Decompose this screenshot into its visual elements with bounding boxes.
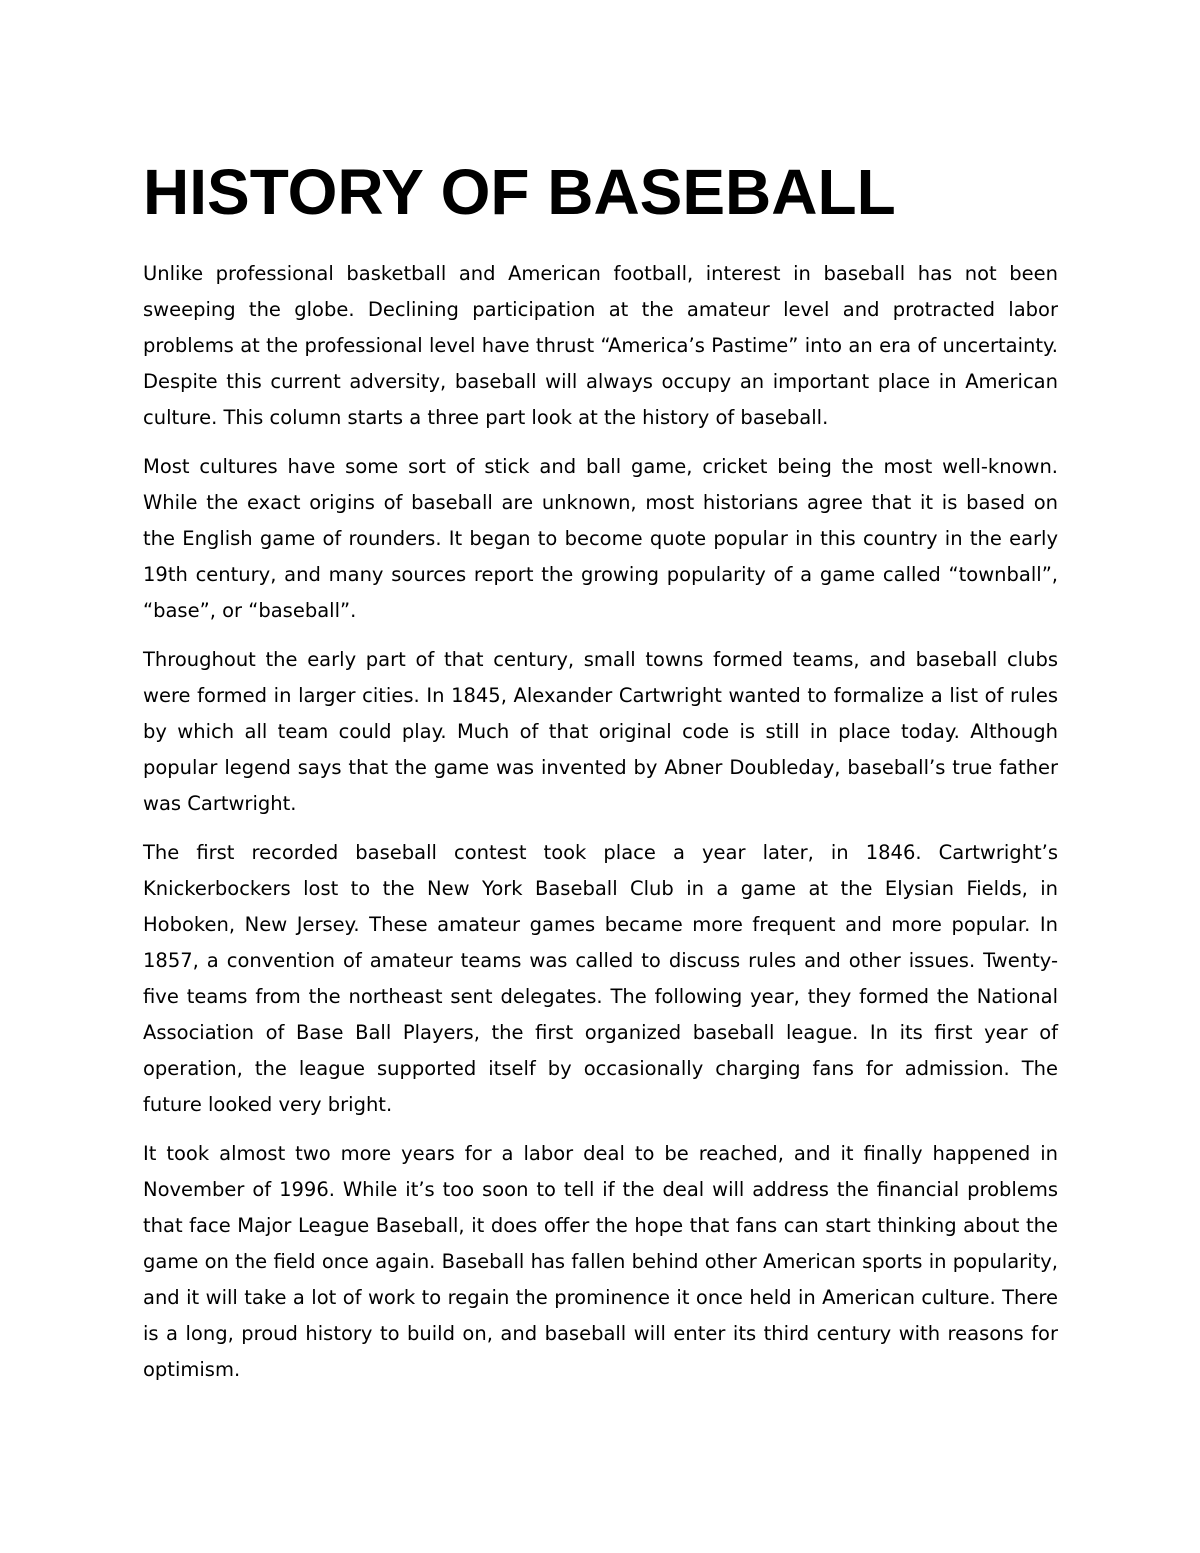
paragraph-cartwright: Throughout the early part of that century, small towns formed teams, and baseball clubs were formed in larger cities. In 1845, Alexander Cartwright wanted to formalize a list of rules by which all team could play. Much of that original code is still in place today. Although popular legend says that the game was invented by Abner Doubleday, baseball’s true father was Cartwright. [143, 648, 1058, 815]
paragraph-intro: Unlike professional basketball and American football, interest in baseball has not been sweeping the globe. Declining participation at the amateur level and protracted labor problems at the professional level have thrust “America’s Pastime” into an era of uncertainty. Despite this current adversity, baseball will always occupy an important place in American culture. This column starts a three part look at the history of baseball. [143, 262, 1058, 429]
document-body [143, 150, 1058, 1401]
paragraph-first-contest: The first recorded baseball contest took place a year later, in 1846. Cartwright’s Knickerbockers lost to the New York Baseball Club in a game at the Elysian Fields, in Hoboken, New Jersey. These amateur games became more frequent and more popular. In 1857, a convention of amateur teams was called to discuss rules and other issues. Twenty-five teams from the northeast sent delegates. The following year, they formed the National Association of Base Ball Players, the first organized baseball league. In its first year of operation, the league supported itself by occasionally charging fans for admission. The future looked very bright. [143, 841, 1058, 1116]
document-title: HISTORY OF BASEBALL [143, 156, 896, 228]
paragraph-labor-deal: It took almost two more years for a labor deal to be reached, and it finally happened in November of 1996. While it’s too soon to tell if the deal will address the financial problems that face Major League Baseball, it does offer the hope that fans can start thinking about the game on the field once again. Baseball has fallen behind other American sports in popularity, and it will take a lot of work to regain the prominence it once held in American culture. There is a long, proud history to build on, and baseball will enter its third century with reasons for optimism. [143, 1142, 1058, 1381]
paragraph-origins: Most cultures have some sort of stick and ball game, cricket being the most well-known. While the exact origins of baseball are unknown, most historians agree that it is based on the English game of rounders. It began to become quote popular in this country in the early 19th century, and many sources report the growing popularity of a game called “townball”, “base”, or “baseball”. [143, 455, 1058, 622]
